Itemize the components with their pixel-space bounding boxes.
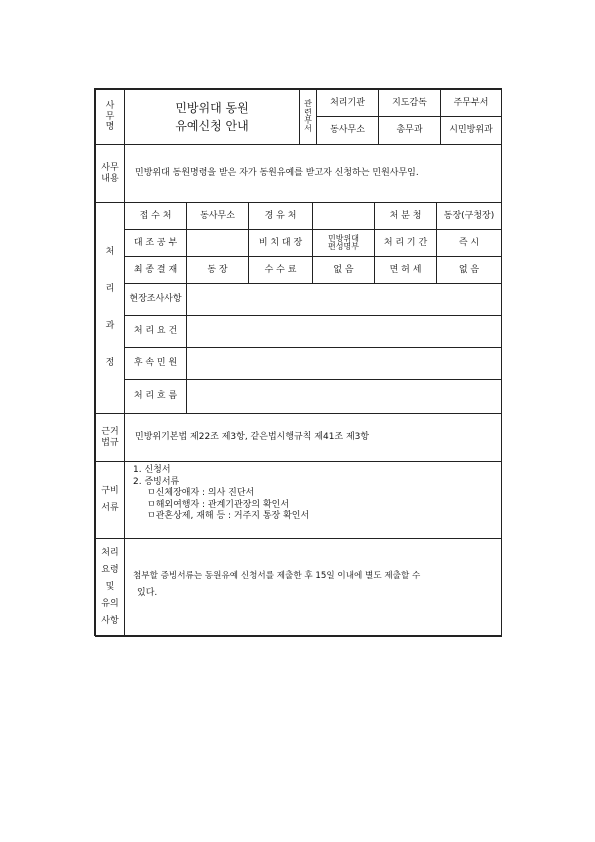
content-label xyxy=(95,144,125,203)
affair-name-label xyxy=(95,89,125,145)
dept-header-main: 주무부서 xyxy=(440,89,502,117)
dept-header-supervision: 지도감독 xyxy=(378,89,441,117)
content-text: 민방위대 동원명령을 받은 자가 동원유예를 받고자 신청하는 민원사무임. xyxy=(124,144,502,203)
related-label-char: 서 xyxy=(304,124,312,134)
license-tax-value: 없 음 xyxy=(436,256,502,284)
affair-label-char: 사 xyxy=(105,100,115,111)
related-label-char: 관 xyxy=(304,99,312,109)
via-label: 경 유 처 xyxy=(248,202,313,230)
dept-value-supervision: 총무과 xyxy=(378,116,441,145)
ledger-check-label: 대 조 공 부 xyxy=(124,229,187,257)
notes-label-line: 처리 xyxy=(101,547,119,558)
documents-label-line: 구비 xyxy=(101,486,119,497)
legal-basis-text: 민방위기본법 제22조 제3항, 같은법시행규칙 제41조 제3항 xyxy=(124,413,502,462)
flow-value xyxy=(186,379,502,414)
legal-basis-label xyxy=(95,413,125,462)
documents-label xyxy=(95,461,125,539)
legal-label-line: 법규 xyxy=(101,437,119,448)
requirements-label: 처 리 요 건 xyxy=(124,315,187,348)
title-line-2: 유예신청 안내 xyxy=(175,119,249,133)
license-tax-label: 면 허 세 xyxy=(374,256,437,284)
register-label: 비 치 대 장 xyxy=(248,229,313,257)
ledger-check-value xyxy=(186,229,249,257)
documents-line: 2. 증빙서류 xyxy=(133,476,180,487)
notes-label-line: 유의 xyxy=(101,599,119,610)
guidance-form xyxy=(94,88,502,636)
process-label-char: 과 xyxy=(105,321,115,332)
documents-line: ㅁ해외여행자 : 관계기관장의 확인서 xyxy=(147,499,290,510)
legal-label-line: 근거 xyxy=(101,426,119,437)
via-value xyxy=(312,202,375,230)
fee-label: 수 수 료 xyxy=(248,256,313,284)
related-dept-label xyxy=(299,89,317,145)
documents-line: ㅁ신체장애자 : 의사 진단서 xyxy=(147,488,255,498)
dept-header-processing: 처리기관 xyxy=(316,89,379,117)
followup-label: 후 속 민 원 xyxy=(124,347,187,380)
related-label-char: 련 xyxy=(304,107,312,117)
reception-label: 접 수 처 xyxy=(124,202,187,230)
fee-value: 없 음 xyxy=(312,256,375,284)
process-label-char: 리 xyxy=(105,284,115,295)
reception-value: 동사무소 xyxy=(186,202,249,230)
field-inspection-value xyxy=(186,283,502,316)
process-label xyxy=(95,202,125,414)
affair-label-char: 무 xyxy=(105,111,115,122)
notes-label-line: 및 xyxy=(105,581,115,592)
disposer-label: 처 분 청 xyxy=(374,202,437,230)
documents-line: ㅁ관혼상제, 재해 등 : 거주지 통장 확인서 xyxy=(147,511,310,521)
field-inspection-label: 현장조사사항 xyxy=(124,283,187,316)
content-label-line: 내용 xyxy=(101,173,119,184)
document-title xyxy=(124,89,300,145)
process-label-char: 처 xyxy=(105,247,115,258)
process-label-char: 정 xyxy=(105,358,115,369)
related-label-char: 부 xyxy=(304,116,312,125)
notes-text xyxy=(124,538,502,637)
documents-label-line: 서류 xyxy=(101,503,119,513)
content-label-line: 사무 xyxy=(101,162,119,173)
register-value: 민방위대 편성명부 xyxy=(312,229,375,257)
documents-line: 1. 신청서 xyxy=(133,465,171,475)
notes-label-line: 요령 xyxy=(101,564,119,575)
notes-label xyxy=(95,538,125,637)
notes-line-2: 있다. xyxy=(137,588,158,598)
notes-label-line: 사항 xyxy=(101,616,119,627)
followup-value xyxy=(186,347,502,380)
title-line-1: 민방위대 동원 xyxy=(175,101,249,115)
documents-list xyxy=(124,461,502,539)
dept-value-main: 시민방위과 xyxy=(440,116,502,145)
period-label: 처 리 기 간 xyxy=(374,229,437,257)
notes-line-1: 첨부할 증빙서류는 동원유예 신청서를 제출한 후 15일 이내에 별도 제출할 수 xyxy=(133,571,421,581)
final-approval-label: 최 종 결 재 xyxy=(124,256,187,284)
requirements-value xyxy=(186,315,502,348)
affair-label-char: 명 xyxy=(105,122,115,133)
final-approval-value: 동 장 xyxy=(186,256,249,284)
dept-value-processing: 동사무소 xyxy=(316,116,379,145)
disposer-value: 동장(구청장) xyxy=(436,202,502,230)
flow-label: 처 리 흐 름 xyxy=(124,379,187,414)
period-value: 즉 시 xyxy=(436,229,502,257)
